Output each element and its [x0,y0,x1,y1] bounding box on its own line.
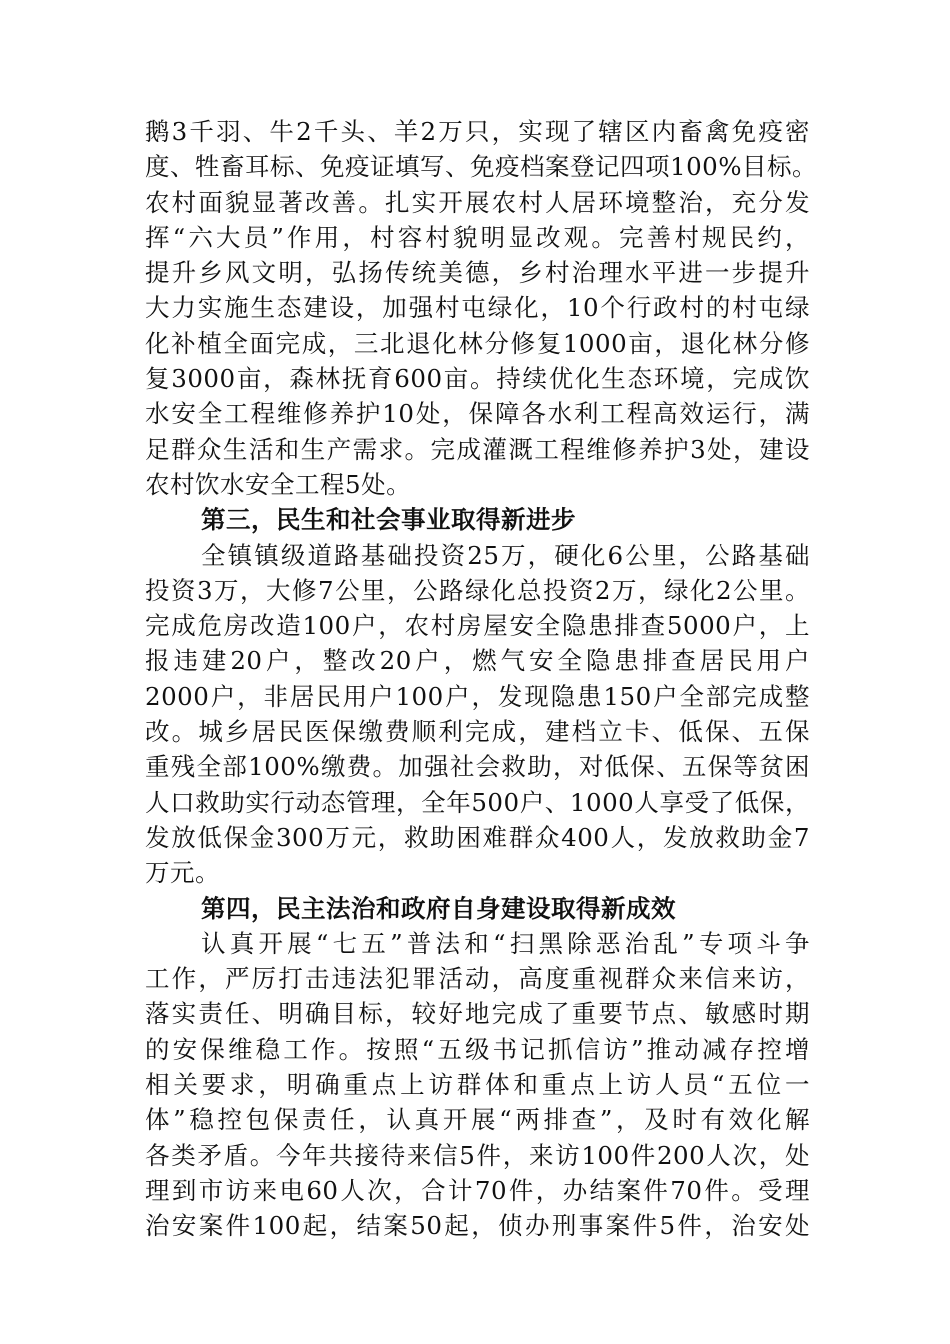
text-line: 完成危房改造100户，农村房屋安全隐患排查5000户，上 [145,611,810,641]
text-line: 落实责任、明确目标，较好地完成了重要节点、敏感时期 [145,999,810,1029]
text-line: 理到市访来电60人次，合计70件，办结案件70件。受理 [145,1175,810,1205]
section-heading: 第四，民主法治和政府自身建设取得新成效 [201,893,676,923]
text-line: 发放低保金300万元，救助困难群众400人，发放救助金7 [145,822,810,852]
text-line: 治安案件100起，结案50起，侦办刑事案件5件，治安处 [145,1211,810,1241]
text-line: 水安全工程维修养护10处，保障各水利工程高效运行，满 [145,399,810,429]
text-line: 万元。 [145,858,220,888]
text-line: 体”稳控包保责任，认真开展“两排查”，及时有效化解 [145,1105,810,1135]
text-line: 全镇镇级道路基础投资25万，硬化6公里，公路基础 [201,540,810,570]
text-line: 2000户，非居民用户100户，发现隐患150户全部完成整 [145,681,810,711]
text-line: 鹅3千羽、牛2千头、羊2万只，实现了辖区内畜禽免疫密 [145,117,810,146]
text-line: 度、牲畜耳标、免疫证填写、免疫档案登记四项100%目标。 [145,152,818,182]
text-line: 复3000亩，森林抚育600亩。持续优化生态环境，完成饮 [145,364,810,394]
text-line: 农村饮水安全工程5处。 [145,469,412,499]
text-line: 改。城乡居民医保缴费顺利完成，建档立卡、低保、五保 [145,717,810,747]
text-line: 相关要求，明确重点上访群体和重点上访人员“五位一 [145,1070,810,1100]
text-line: 提升乡风文明，弘扬传统美德，乡村治理水平进一步提升 [145,258,810,288]
text-line: 各类矛盾。今年共接待来信5件，来访100件200人次，处 [145,1140,810,1170]
text-line: 挥“六大员”作用，村容村貌明显改观。完善村规民约， [145,222,810,252]
text-line: 化补植全面完成，三北退化林分修复1000亩，退化林分修 [145,328,810,358]
text-line: 投资3万，大修7公里，公路绿化总投资2万，绿化2公里。 [145,575,810,605]
section-heading: 第三，民生和社会事业取得新进步 [201,505,576,535]
text-line: 大力实施生态建设，加强村屯绿化，10个行政村的村屯绿 [145,293,810,323]
document-body [145,114,818,1244]
text-line: 认真开展“七五”普法和“扫黑除恶治乱”专项斗争 [201,928,810,958]
text-line: 工作，严厉打击违法犯罪活动，高度重视群众来信来访， [145,964,810,994]
text-line: 的安保维稳工作。按照“五级书记抓信访”推动减存控增 [145,1034,810,1064]
text-line: 报违建20户，整改20户，燃气安全隐患排查居民用户 [145,646,810,676]
text-line: 人口救助实行动态管理，全年500户、1000人享受了低保， [145,787,810,817]
text-line: 重残全部100%缴费。加强社会救助，对低保、五保等贫困 [145,752,810,782]
text-line: 足群众生活和生产需求。完成灌溉工程维修养护3处，建设 [145,434,810,464]
text-line: 农村面貌显著改善。扎实开展农村人居环境整治，充分发 [145,187,810,217]
